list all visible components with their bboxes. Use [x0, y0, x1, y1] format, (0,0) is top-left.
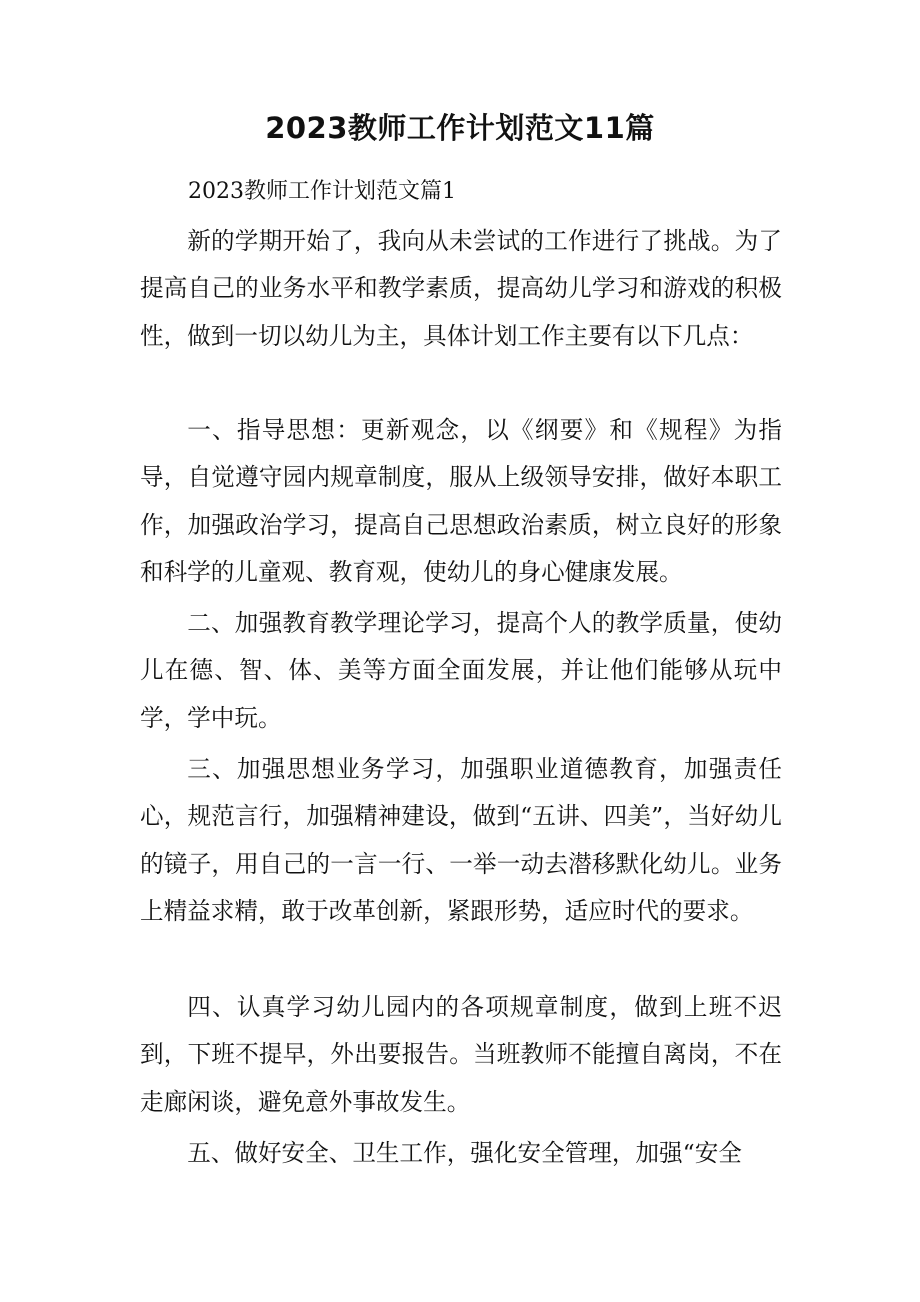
paragraph-safety: 五、做好安全、卫生工作，强化安全管理，加强“安全 [187, 1139, 742, 1167]
paragraph-regulations: 四、认真学习幼儿园内的各项规章制度，做到上班不迟到，下班不提早，外出要报告。当班教师不能擅自离岗，不在走廊闲谈，避免意外事故发生。 [140, 993, 782, 1116]
paragraph-intro: 新的学期开始了，我向从未尝试的工作进行了挑战。为了提高自己的业务水平和教学素质，提高幼儿学习和游戏的积极性，做到一切以幼儿为主，具体计划工作主要有以下几点： [140, 227, 782, 350]
section-heading: 2023教师工作计划范文篇1 [188, 179, 456, 204]
document-title: 2023教师工作计划范文11篇 [265, 111, 655, 145]
paragraph-theory-study: 二、加强教育教学理论学习，提高个人的教学质量，使幼儿在德、智、体、美等方面全面发展，并让他们能够从玩中学，学中玩。 [140, 609, 782, 732]
paragraph-ethics-study: 三、加强思想业务学习，加强职业道德教育，加强责任心，规范言行，加强精神建设，做到“五讲、四美”，当好幼儿的镜子，用自己的一言一行、一举一动去潜移默化幼儿。业务上精益求精，敢于改革创新，紧跟形势，适应时代的要求。 [140, 755, 782, 926]
paragraph-guiding-ideology: 一、指导思想：更新观念，以《纲要》和《规程》为指导，自觉遵守园内规章制度，服从上级领导安排，做好本职工作，加强政治学习，提高自己思想政治素质，树立良好的形象和科学的儿童观、教育观，使幼儿的身心健康发展。 [140, 416, 782, 587]
